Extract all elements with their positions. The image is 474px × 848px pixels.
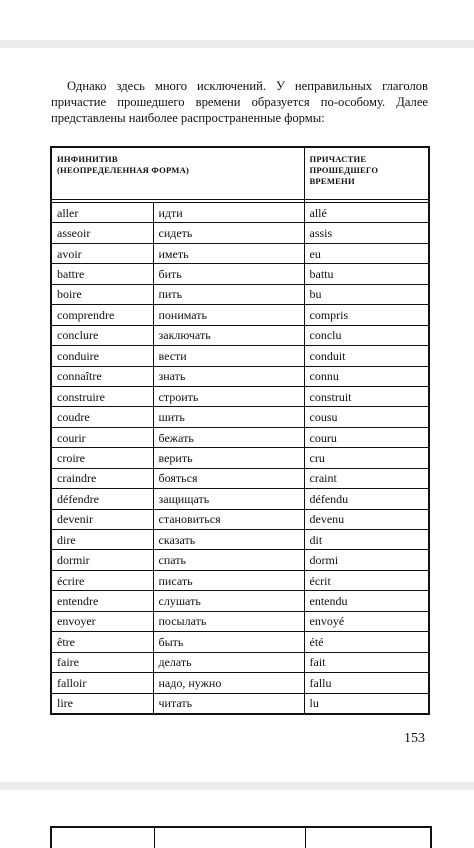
- cell-infinitive: battre: [51, 264, 153, 284]
- table-row: [51, 366, 429, 386]
- cell-infinitive: dormir: [51, 550, 153, 570]
- table-row: [51, 325, 429, 345]
- cell-translation: сказать: [153, 530, 304, 550]
- table-row: [51, 386, 429, 406]
- cell-translation: надо, нужно: [153, 673, 304, 693]
- cell-participle: conclu: [304, 325, 429, 345]
- cell-infinitive: croire: [51, 448, 153, 468]
- cell-participle: dormi: [304, 550, 429, 570]
- cell-translation: защищать: [153, 489, 304, 509]
- cell-infinitive: courir: [51, 427, 153, 447]
- cell-infinitive: boire: [51, 284, 153, 304]
- cell-infinitive: avoir: [51, 243, 153, 263]
- table-row: [51, 203, 429, 223]
- cell-translation: заключать: [153, 325, 304, 345]
- cell-infinitive: envoyer: [51, 611, 153, 631]
- cell-infinitive: être: [51, 632, 153, 652]
- verb-rows: [51, 203, 429, 714]
- cell-translation: быть: [153, 632, 304, 652]
- table-row: [51, 468, 429, 488]
- cell-translation: делать: [153, 652, 304, 672]
- header-participle-line: ПРИЧАСТИЕ: [309, 154, 367, 164]
- cell-infinitive: faire: [51, 652, 153, 672]
- page-number: 153: [404, 731, 425, 746]
- cell-participle: conduit: [304, 346, 429, 366]
- cell-translation: бояться: [153, 468, 304, 488]
- cell-translation: знать: [153, 366, 304, 386]
- cell-infinitive: aller: [51, 203, 153, 223]
- table-row: [51, 652, 429, 672]
- cell-participle: construit: [304, 386, 429, 406]
- table-row: [51, 693, 429, 714]
- irregular-verbs-table: [50, 146, 430, 715]
- column-divider: [154, 828, 155, 848]
- cell-infinitive: conclure: [51, 325, 153, 345]
- table-row: [51, 243, 429, 263]
- cell-infinitive: comprendre: [51, 305, 153, 325]
- cell-participle: craint: [304, 468, 429, 488]
- table-row: [51, 284, 429, 304]
- cell-participle: envoyé: [304, 611, 429, 631]
- cell-participle: compris: [304, 305, 429, 325]
- cell-infinitive: conduire: [51, 346, 153, 366]
- header-participle: [304, 147, 429, 200]
- cell-translation: посылать: [153, 611, 304, 631]
- cell-infinitive: falloir: [51, 673, 153, 693]
- cell-participle: fait: [304, 652, 429, 672]
- page-gap-top: [0, 40, 474, 48]
- cell-participle: entendu: [304, 591, 429, 611]
- cell-infinitive: entendre: [51, 591, 153, 611]
- table-row: [51, 448, 429, 468]
- table-row: [51, 591, 429, 611]
- table-header-row: [51, 147, 429, 200]
- cell-participle: assis: [304, 223, 429, 243]
- cell-translation: иметь: [153, 243, 304, 263]
- table-row: [51, 346, 429, 366]
- header-participle-line: ВРЕМЕНИ: [309, 176, 355, 186]
- cell-translation: бить: [153, 264, 304, 284]
- cell-translation: писать: [153, 570, 304, 590]
- cell-infinitive: craindre: [51, 468, 153, 488]
- cell-translation: верить: [153, 448, 304, 468]
- cell-translation: сидеть: [153, 223, 304, 243]
- cell-translation: шить: [153, 407, 304, 427]
- cell-translation: пить: [153, 284, 304, 304]
- cell-translation: читать: [153, 693, 304, 714]
- cell-participle: connu: [304, 366, 429, 386]
- cell-infinitive: lire: [51, 693, 153, 714]
- cell-translation: идти: [153, 203, 304, 223]
- cell-infinitive: devenir: [51, 509, 153, 529]
- header-infinitive: [51, 147, 304, 200]
- header-infinitive-line: (НЕОПРЕДЕЛЕННАЯ ФОРМА): [57, 165, 190, 175]
- cell-infinitive: connaître: [51, 366, 153, 386]
- cell-participle: dit: [304, 530, 429, 550]
- header-infinitive-line: ИНФИНИТИВ: [57, 154, 118, 164]
- cell-infinitive: construire: [51, 386, 153, 406]
- cell-translation: строить: [153, 386, 304, 406]
- cell-participle: cousu: [304, 407, 429, 427]
- cell-translation: бежать: [153, 427, 304, 447]
- cell-participle: écrit: [304, 570, 429, 590]
- table-row: [51, 530, 429, 550]
- cell-participle: allé: [304, 203, 429, 223]
- table-row: [51, 305, 429, 325]
- cell-participle: eu: [304, 243, 429, 263]
- cell-translation: становиться: [153, 509, 304, 529]
- cell-translation: вести: [153, 346, 304, 366]
- cell-participle: défendu: [304, 489, 429, 509]
- cell-infinitive: coudre: [51, 407, 153, 427]
- cell-infinitive: défendre: [51, 489, 153, 509]
- header-participle-line: ПРОШЕДШЕГО: [309, 165, 379, 175]
- table-row: [51, 264, 429, 284]
- next-page-table-edge: [50, 826, 432, 848]
- intro-paragraph: Однако здесь много исключений. У неправильных глаголов причастие прошедшего времени образуется по-особому. Далее представлены наиболее распространенные формы:: [51, 79, 428, 125]
- cell-translation: спать: [153, 550, 304, 570]
- cell-participle: battu: [304, 264, 429, 284]
- page-body: [48, 78, 428, 126]
- cell-participle: bu: [304, 284, 429, 304]
- table-row: [51, 550, 429, 570]
- table-row: [51, 509, 429, 529]
- cell-infinitive: dire: [51, 530, 153, 550]
- cell-participle: devenu: [304, 509, 429, 529]
- cell-participle: été: [304, 632, 429, 652]
- table-row: [51, 223, 429, 243]
- table-row: [51, 673, 429, 693]
- column-divider: [305, 828, 306, 848]
- cell-participle: lu: [304, 693, 429, 714]
- cell-infinitive: écrire: [51, 570, 153, 590]
- cell-translation: слушать: [153, 591, 304, 611]
- cell-infinitive: asseoir: [51, 223, 153, 243]
- page-gap-bottom: [0, 782, 474, 790]
- table-row: [51, 407, 429, 427]
- table-row: [51, 489, 429, 509]
- cell-participle: couru: [304, 427, 429, 447]
- cell-participle: fallu: [304, 673, 429, 693]
- table-row: [51, 570, 429, 590]
- cell-translation: понимать: [153, 305, 304, 325]
- table-row: [51, 632, 429, 652]
- table-row: [51, 427, 429, 447]
- table-row: [51, 611, 429, 631]
- cell-participle: cru: [304, 448, 429, 468]
